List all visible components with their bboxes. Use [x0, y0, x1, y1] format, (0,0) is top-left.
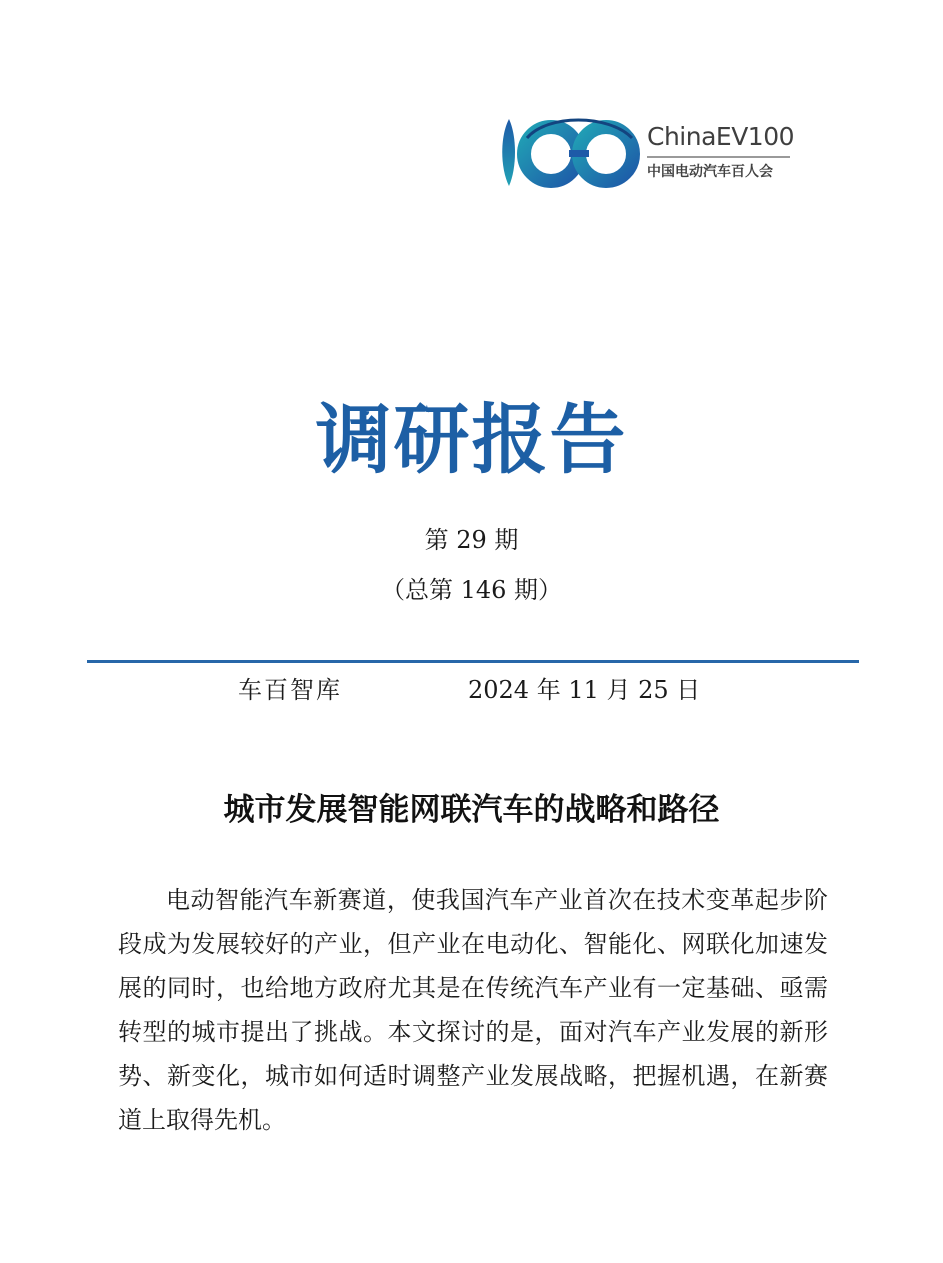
- logo-english-text: ChinaEV100: [647, 122, 795, 151]
- report-title: 调研报告: [315, 395, 628, 484]
- header-rule: [87, 660, 859, 663]
- chinaev100-logo: [497, 116, 797, 190]
- article-abstract: 电动智能汽车新赛道，使我国汽车产业首次在技术变革起步阶段成为发展较好的产业，但产业在电动化、智能化、网联化加速发展的同时，也给地方政府尤其是在传统汽车产业有一定基础、亟需转型的城市提出了挑战。本文探讨的是，面对汽车产业发展的新形势、新变化，城市如何适时调整产业发展战略，把握机遇，在新赛道上取得先机。: [118, 886, 828, 1134]
- chinaev100-emblem-icon: [497, 116, 647, 190]
- article-title: 城市发展智能网联汽车的战略和路径: [223, 792, 720, 828]
- publication-date: 2024 年 11 月 25 日: [468, 676, 701, 704]
- logo-divider: [647, 156, 790, 158]
- organization-name: 车百智库: [238, 676, 342, 704]
- logo-chinese-text: 中国电动汽车百人会: [647, 164, 773, 180]
- total-issue-number: （总第 146 期）: [380, 576, 563, 604]
- issue-number: 第 29 期: [424, 526, 519, 554]
